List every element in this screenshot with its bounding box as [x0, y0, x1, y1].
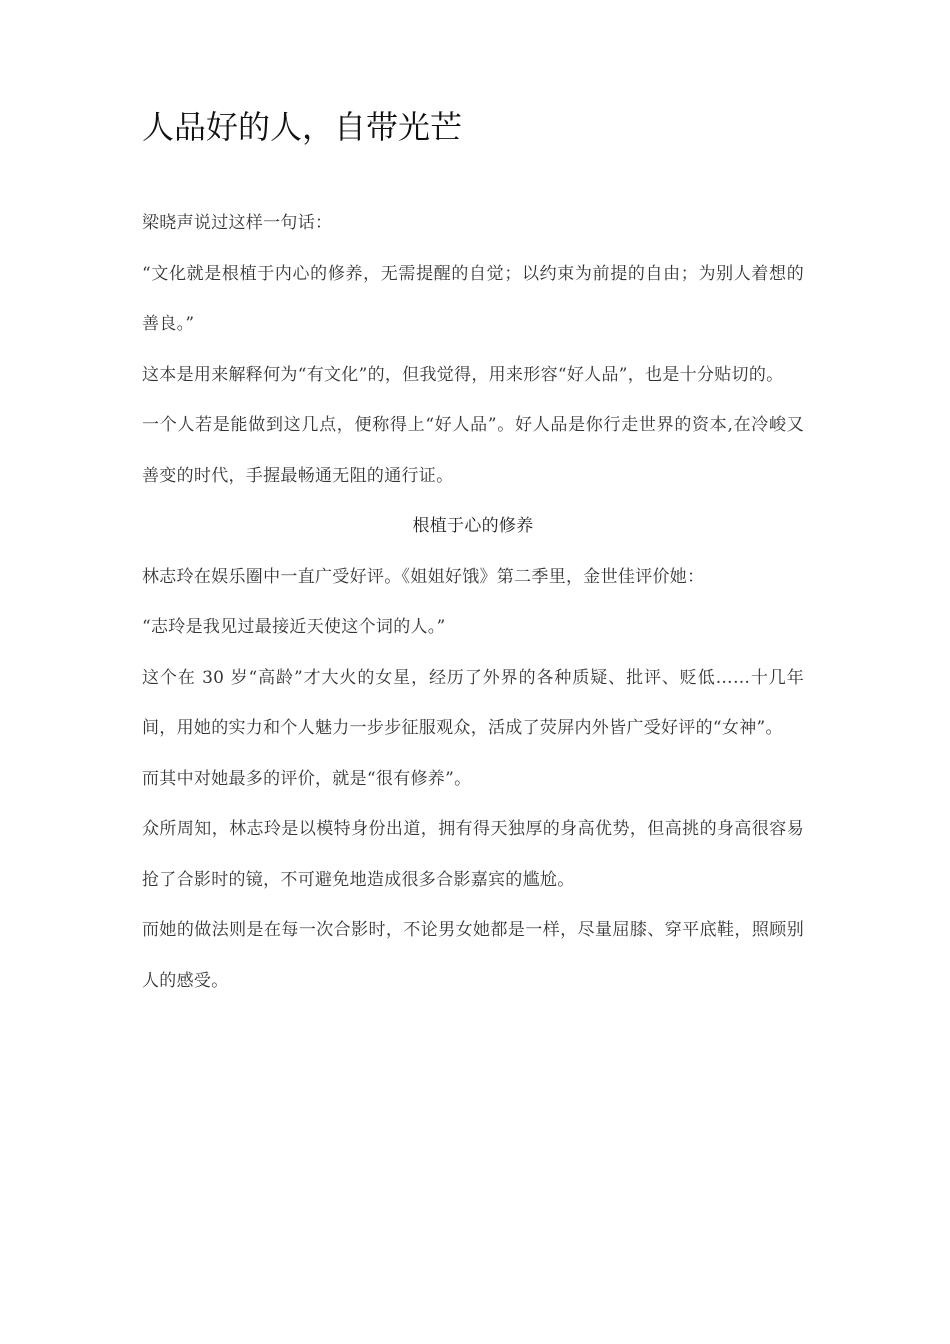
paragraph-good-character: 一个人若是能做到这几点，便称得上“好人品”。好人品是你行走世界的资本,在冷峻又善变的时代，手握最畅通无阻的通行证。: [142, 415, 804, 486]
paragraph-career: 这个在 30 岁“高龄”才大火的女星，经历了外界的各种质疑、批评、贬低……十几年间，用她的实力和个人魅力一步步征服观众，活成了荧屏内外皆广受好评的“女神”。: [142, 667, 804, 738]
paragraph-height: 众所周知，林志玲是以模特身份出道，拥有得天独厚的身高优势，但高挑的身高很容易抢了合影时的镜，不可避免地造成很多合影嘉宾的尴尬。: [142, 819, 804, 890]
paragraph-quote: “文化就是根植于内心的修养，无需提醒的自觉；以约束为前提的自由；为别人着想的善良。”: [142, 263, 804, 334]
paragraph-group-photo: 而她的做法则是在每一次合影时，不论男女她都是一样，尽量屈膝、穿平底鞋，照顾别人的感受。: [142, 920, 804, 991]
document-title: 人品好的人，自带光芒: [142, 108, 463, 146]
document-body: [142, 198, 804, 1006]
paragraph-evaluation: 而其中对她最多的评价，就是“很有修养”。: [142, 768, 472, 789]
paragraph-angel-quote: “志玲是我见过最接近天使这个词的人。”: [142, 617, 446, 637]
paragraph-explanation: 这本是用来解释何为“有文化”的，但我觉得，用来形容“好人品”，也是十分贴切的。: [142, 364, 784, 385]
section-heading: 根植于心的修养: [412, 516, 534, 536]
paragraph-lin-zhiling: 林志玲在娱乐圈中一直广受好评。《姐姐好饿》第二季里，金世佳评价她：: [142, 566, 705, 587]
paragraph-intro: 梁晓声说过这样一句话：: [142, 213, 333, 233]
